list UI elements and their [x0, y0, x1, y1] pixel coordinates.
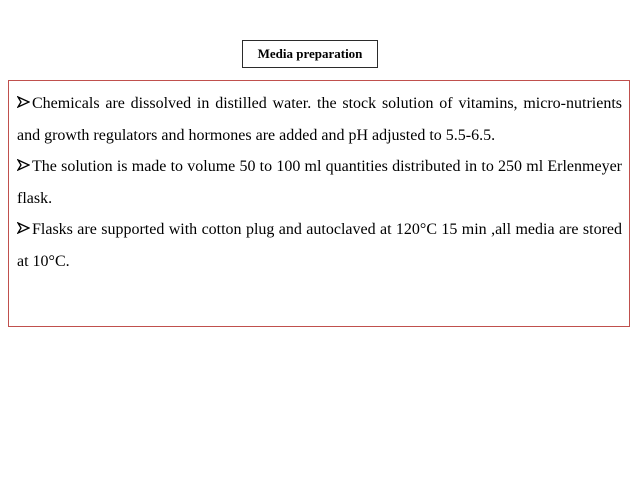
bullet-item [17, 88, 622, 151]
bullet-text: Flasks are supported with cotton plug and autoclaved at 120°C 15 min ,all media are stored at 10°C. [17, 221, 622, 270]
bullet-item [17, 214, 622, 277]
bullet-item [17, 151, 622, 214]
arrow-bullet-icon [17, 159, 30, 171]
arrow-bullet-icon [17, 96, 30, 108]
bullet-text: The solution is made to volume 50 to 100 ml quantities distributed in to 250 ml Erlenmeyer flask. [17, 158, 622, 207]
slide-title [242, 40, 378, 68]
content-box [8, 80, 630, 327]
bullet-text: Chemicals are dissolved in distilled water. the stock solution of vitamins, micro-nutrients and growth regulators and hormones are added and pH adjusted to 5.5-6.5. [17, 95, 622, 144]
arrow-bullet-icon [17, 222, 30, 234]
slide-title-text: Media preparation [257, 46, 363, 61]
